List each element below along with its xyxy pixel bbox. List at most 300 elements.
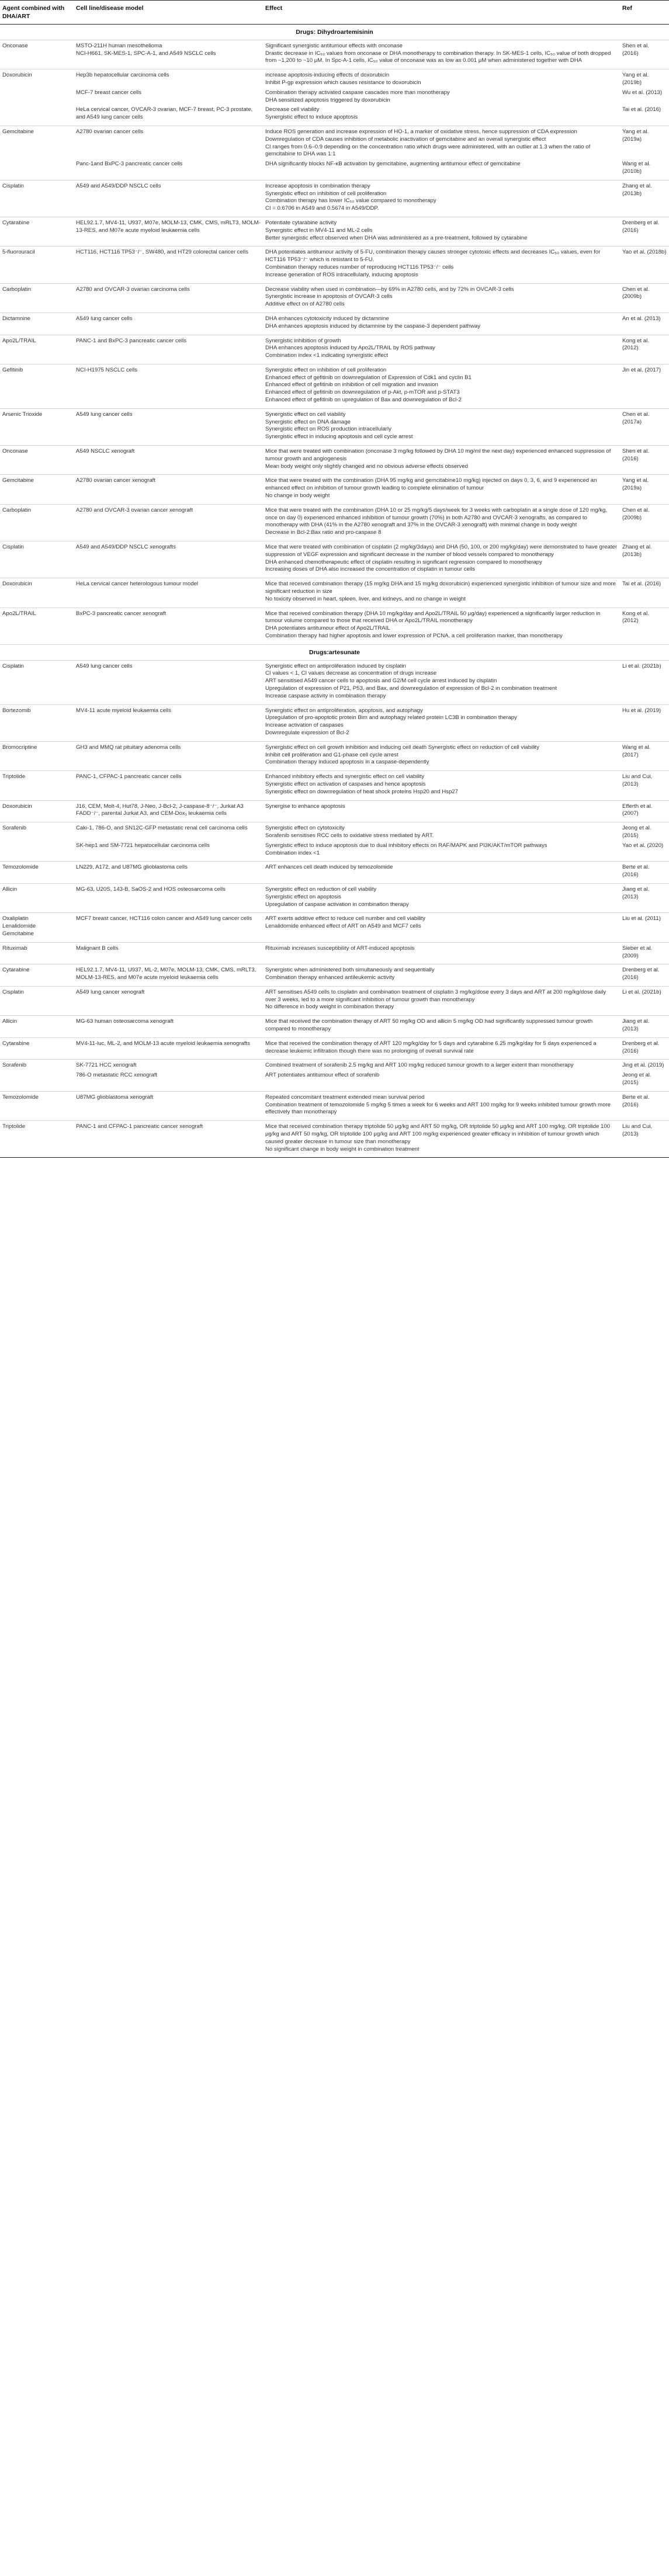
model-cell — [74, 446, 263, 475]
agent-name: Allicin — [2, 1018, 18, 1025]
agent-cell — [0, 335, 74, 364]
agent-cell — [0, 40, 74, 69]
table-row — [0, 660, 669, 704]
effect-cell — [263, 660, 620, 704]
cell-line-model: A2780 and OVCAR-3 ovarian carcinoma cells — [76, 286, 190, 293]
cell-line-model: MG-63, U20S, 143-B, SaOS-2 and HOS osteosarcoma cells — [76, 886, 226, 893]
reference: Jiang et al. (2013) — [622, 886, 650, 900]
ref-cell — [620, 70, 669, 126]
agent-name: Allicin — [2, 886, 18, 893]
agent-name: Sorafenib — [2, 1062, 27, 1069]
agent-cell — [0, 704, 74, 741]
agent-name: Gefitinib — [2, 366, 23, 373]
effect-cell — [263, 1121, 620, 1158]
ref-cell — [620, 217, 669, 246]
agent-cell — [0, 942, 74, 964]
model-cell — [74, 504, 263, 541]
agent-name: Temozolomide — [2, 1093, 39, 1100]
effect-text: Increase apoptosis in combination therapy Synergistic effect on inhibition of cell proliferation Combination therapy has lower IC₅₀ value compared to monotherapy CI = 0.6706 in A549 and 0.5674 in A549/DDP. — [265, 182, 436, 212]
effect-cell — [263, 541, 620, 578]
effect-text: Synergistic effect on cell viability Synergistic effect on DNA damage Synergistic effect on ROS production intracellularly Synergistic effect in inducing apoptosis and cell cycle arrest — [265, 411, 413, 440]
cell-line-model: PANC-1 and BxPC-3 pancreatic cancer cells — [76, 337, 187, 344]
reference: Liu and Cui, (2013) — [622, 1123, 653, 1138]
effect-cell — [263, 283, 620, 313]
effect-text: DHA potentiates antitumour activity of 5-FU, combination therapy causes stronger cytotoxic effects and decreases IC₅₀ values, even for HCT116 TP53⁻/⁻ which is resistant to 5-FU. Combination therapy reduces number of reproducing HCT116 TP53⁻/⁻ cells Increase generation of ROS intracellularly, inducing apoptosis — [265, 249, 601, 278]
effect-cell — [263, 862, 620, 884]
effect-text: Synergise to enhance apoptosis — [265, 803, 345, 810]
reference: Wu et al. (2013) — [622, 89, 663, 96]
effect-text: Synergistic effect on cytotoxicity Sorafenib sensitises RCC cells to oxidative stress mediated by ART. — [265, 825, 434, 839]
effect-text: Mice that were treated with the combination (DHA 95 mg/kg and gemcitabine10 mg/kg) injected on days 0, 3, 6, and 9 experienced an enhanced effect on inhibition of tumour growth leading to complete elimination of tumour No change in body weight — [265, 477, 597, 499]
agent-cell — [0, 1016, 74, 1038]
effect-cell — [263, 408, 620, 445]
agent-cell — [0, 180, 74, 217]
cell-line-model: U87MG glioblastoma xenograft — [76, 1093, 154, 1100]
ref-cell — [620, 607, 669, 644]
reference: Jeong et al. (2015) — [622, 825, 651, 839]
agent-cell — [0, 283, 74, 313]
reference: Jin et al. (2017) — [622, 366, 661, 373]
ref-cell — [620, 40, 669, 69]
effect-text: Mice that received combination therapy triptolide 50 μg/kg and ART 50 mg/kg, OR triptolide 50 μg/kg and ART 100 mg/kg, OR triptolide 100 μg/kg and ART 50 mg/kg, OR triptolide 100 μg/kg and ART 100 mg/kg experienced greater efficacy in inhibition of tumour growth which caused greater decrease in tumour size than monotherapy No significant change in body weight in combination treatment — [265, 1123, 611, 1152]
table-row — [0, 862, 669, 884]
model-cell — [74, 704, 263, 741]
combination-therapy-table — [0, 0, 669, 1158]
model-cell — [74, 578, 263, 607]
ref-cell — [620, 704, 669, 741]
cell-line-model: A2780 and OVCAR-3 ovarian cancer xenograft — [76, 506, 193, 513]
reference: Tai et al. (2016) — [622, 106, 661, 113]
table-row — [0, 247, 669, 283]
reference: Li et al. (2021b) — [622, 662, 661, 669]
reference: Wang et al. (2017) — [622, 744, 651, 758]
ref-cell — [620, 1091, 669, 1120]
agent-cell — [0, 408, 74, 445]
model-cell — [74, 1016, 263, 1038]
ref-cell — [620, 771, 669, 800]
effect-cell — [263, 771, 620, 800]
table-row — [0, 1060, 669, 1091]
effect-cell — [263, 475, 620, 504]
agent-cell — [0, 800, 74, 822]
table-row — [0, 741, 669, 770]
model-cell — [74, 771, 263, 800]
table-row — [0, 40, 669, 69]
table-body — [0, 25, 669, 1158]
table-row — [0, 475, 669, 504]
reference: Drenberg et al. (2016) — [622, 219, 660, 234]
section-header-row — [0, 25, 669, 40]
cell-line-model: A549 NSCLC xenograft — [76, 448, 135, 455]
ref-cell — [620, 313, 669, 335]
table-row — [0, 883, 669, 912]
cell-line-model: A2780 ovarian cancer xenograft — [76, 477, 155, 484]
cell-line-model: A2780 ovarian cancer cells — [76, 128, 144, 135]
table-row — [0, 964, 669, 987]
cell-line-model: Panc-1and BxPC-3 pancreatic cancer cells — [76, 161, 183, 168]
agent-name: Onconase — [2, 42, 28, 49]
reference: Shen et al. (2016) — [622, 42, 649, 57]
ref-cell — [620, 475, 669, 504]
table-row — [0, 942, 669, 964]
effect-text: ART potentiates antitumour effect of sorafenib — [265, 1072, 380, 1079]
cell-line-model: Caki-1, 786-O, and SN12C-GFP metastatic renal cell carcinoma cells — [76, 825, 248, 832]
ref-cell — [620, 364, 669, 408]
agent-name: Gemcitabine — [2, 128, 34, 135]
agent-cell — [0, 822, 74, 862]
ref-cell — [620, 180, 669, 217]
effect-cell — [263, 986, 620, 1015]
model-cell — [74, 313, 263, 335]
effect-text: Synergistic effect on reduction of cell viability Synergistic effect on apoptosis Upregulation of caspase activation in combination therapy — [265, 886, 409, 908]
effect-text: Combined treatment of sorafenib 2.5 mg/kg and ART 100 mg/kg reduced tumour growth to a larger extent than monotherapy — [265, 1062, 574, 1069]
ref-cell — [620, 660, 669, 704]
ref-cell — [620, 1016, 669, 1038]
effect-text: Synergistic effect on cell growth inhibition and inducing cell death Synergistic effect on reduction of cell viability Inhibit cell proliferation and G1-phase cell cycle arrest Combination therapy induced apoptosis in a caspase-dependently — [265, 744, 539, 766]
ref-cell — [620, 942, 669, 964]
ref-cell — [620, 283, 669, 313]
cell-line-model: A549 lung cancer cells — [76, 662, 133, 669]
effect-text: Synergistic effect on antiproliferation, apoptosis, and autophagy Upregulation of pro-apoptotic protein Bim and autophagy related protein LC3B in combination therapy Increase activation of caspases Downregulate expression of Bcl-2 — [265, 707, 517, 736]
agent-name: Cisplatin — [2, 544, 24, 551]
table-row — [0, 771, 669, 800]
reference: Zhang et al. (2013b) — [622, 544, 652, 558]
agent-cell — [0, 446, 74, 475]
model-cell — [74, 1091, 263, 1120]
agent-cell — [0, 913, 74, 942]
cell-line-model: MSTO-211H human mesothelioma NCI-H661, SK-MES-1, SPC-A-1, and A549 NSCLC cells — [76, 42, 216, 57]
reference: Kong et al. (2012) — [622, 610, 649, 624]
model-cell — [74, 862, 263, 884]
cell-line-model: PANC-1, CFPAC-1 pancreatic cancer cells — [76, 773, 182, 780]
table-row — [0, 822, 669, 862]
agent-name: Sorafenib — [2, 825, 27, 832]
agent-name: Carboplatin — [2, 506, 32, 513]
table-row — [0, 180, 669, 217]
table-row — [0, 313, 669, 335]
table-row — [0, 1091, 669, 1120]
model-cell — [74, 942, 263, 964]
agent-cell — [0, 70, 74, 126]
effect-text: Significant synergistic antitumour effects with onconase Drastic decrease in IC₅₀ values from onconase or DHA monotherapy to combination therapy. In SK-MES-1 cells, IC₅₀ value of both dropped from ~1,200 to ~10 μM. In Spc-A-1 cells, IC₅₀ value of onconase was as low as 0.001 μM when administered together with DHA — [265, 42, 611, 64]
cell-line-model: MV4-11-luc, ML-2, and MOLM-13 acute myeloid leukaemia xenografts — [76, 1040, 250, 1047]
reference: Wang et al. (2010b) — [622, 161, 651, 175]
cell-line-model: HCT116, HCT116 TP53⁻/⁻, SW480, and HT29 colorectal cancer cells — [76, 249, 248, 256]
agent-cell — [0, 607, 74, 644]
ref-cell — [620, 126, 669, 180]
reference: Jiang et al. (2013) — [622, 1018, 650, 1033]
reference: Berte et al. (2016) — [622, 864, 650, 879]
effect-text: Mice that received the combination therapy of ART 120 mg/kg/day for 5 days and cytarabine 6.25 mg/kg/day for 5 days experienced a decrease leukemic infiltration though there was no prolonging of overall survival rate — [265, 1040, 597, 1054]
agent-name: Doxorubicin — [2, 803, 32, 810]
agent-name: Doxorubicin — [2, 581, 32, 588]
agent-name: Cytarabine — [2, 1040, 30, 1047]
agent-cell — [0, 217, 74, 246]
reference: Drenberg et al. (2016) — [622, 967, 660, 981]
agent-name: Bromocriptine — [2, 744, 37, 751]
effect-text: ART exerts additive effect to reduce cell number and cell viability Lenalidomide enhanced effect of ART on A549 and MCF7 cells — [265, 915, 426, 930]
cell-line-model: BxPC-3 pancreatic cancer xenograft — [76, 610, 167, 617]
agent-cell — [0, 1121, 74, 1158]
effect-text: Synergistic when administered both simultaneously and sequentially Combination therapy enhanced antileukemic activity — [265, 967, 435, 981]
effect-cell — [263, 217, 620, 246]
ref-cell — [620, 504, 669, 541]
ref-cell — [620, 1121, 669, 1158]
effect-cell — [263, 822, 620, 862]
effect-text: Synergistic effect to induce apoptosis due to dual inhibitory effects on RAF/MAPK and PI3K/AKT/mTOR pathways Combination index <1 — [265, 842, 547, 856]
ref-cell — [620, 800, 669, 822]
effect-text: Mice that received the combination therapy of ART 50 mg/kg OD and allicin 5 mg/kg OD had significantly suppressed tumour growth compared to monotherapy — [265, 1018, 593, 1033]
effect-cell — [263, 247, 620, 283]
table-row — [0, 800, 669, 822]
agent-name: Oxaliplatin Lenalidomide Gemcitabine — [2, 915, 36, 937]
ref-cell — [620, 1037, 669, 1060]
reference: Chen et al. (2009b) — [622, 286, 650, 300]
model-cell — [74, 964, 263, 987]
cell-line-model: HeLa cervical cancer, OVCAR-3 ovarian, MCF-7 breast, PC-3 prostate, and A549 lung cancer cells — [76, 106, 253, 121]
effect-text: Mice that were treated with combination (onconase 3 mg/kg followed by DHA 10 mg/ml the next day) experienced enhanced suppression of tumour growth and angiogenesis Mean body weight only slightly changed and no obvious adverse effects observed — [265, 448, 611, 470]
section-title: Drugs:artesunate — [0, 644, 669, 660]
agent-cell — [0, 541, 74, 578]
reference: Shen et al. (2016) — [622, 448, 649, 462]
cell-line-model: HeLa cervical cancer heterologous tumour model — [76, 581, 199, 588]
effect-cell — [263, 607, 620, 644]
cell-line-model: Malignant B cells — [76, 945, 119, 952]
model-cell — [74, 475, 263, 504]
effect-text: Mice that received combination therapy (DHA 10 mg/kg/day and Apo2L/TRAIL 50 μg/day) experienced a significantly larger reduction in tumour volume compared to those that received DHA or Apo2L/TRAIL monotherapy DHA potentiates antitumour effect of Apo2L/TRAIL Combination therapy had higher apoptosis and lower expression of PCNA, a cell proliferation marker, than monotherapy — [265, 610, 601, 639]
model-cell — [74, 1060, 263, 1091]
reference: Liu and Cui, (2013) — [622, 773, 653, 787]
effect-cell — [263, 180, 620, 217]
effect-text: Repeated concomitant treatment extended mean survival period Combination treatment of temozolomide 5 mg/kg 5 times a week for 6 weeks and ART 100 mg/kg for 9 weeks inhibited tumour growth more effectively than monotherapy — [265, 1093, 611, 1116]
cell-line-model: GH3 and MMQ rat pituitary adenoma cells — [76, 744, 181, 751]
cell-line-model: SK-hep1 and SM-7721 hepatocellular carcinoma cells — [76, 842, 210, 849]
header-model: Cell line/disease model — [74, 1, 263, 25]
agent-name: Triptolide — [2, 1123, 26, 1130]
table-row — [0, 126, 669, 180]
agent-name: Cytarabine — [2, 967, 30, 974]
table-row — [0, 446, 669, 475]
model-cell — [74, 913, 263, 942]
reference: Zhang et al. (2013b) — [622, 182, 652, 197]
effect-text: Mice that were treated with combination of cisplatin (2 mg/kg/3days) and DHA (50, 100, or 200 mg/kg/day) were demonstrated to have greater suppression of VEGF expression and significant decrease in the number of blood vessels compared to monotherapy DHA enhanced chemotherapeutic effect of cisplatin resulting in significant regression compared to monotherapy Increasing doses of DHA also increased the concentration of cisplatin in tumour cells — [265, 544, 618, 573]
agent-name: Cisplatin — [2, 988, 24, 995]
agent-name: Cisplatin — [2, 662, 24, 669]
model-cell — [74, 1121, 263, 1158]
effect-text: Synergistic inhibition of growth DHA enhances apoptosis induced by Apo2L/TRAIL by ROS pathway Combination index <1 indicating synergistic effect — [265, 337, 435, 359]
table-header-row — [0, 1, 669, 25]
effect-text: Decrease cell viability Synergistic effect to induce apoptosis — [265, 106, 358, 121]
effect-cell — [263, 883, 620, 912]
table-row — [0, 335, 669, 364]
agent-cell — [0, 1091, 74, 1120]
cell-line-model: A549 lung cancer cells — [76, 411, 133, 418]
agent-cell — [0, 247, 74, 283]
effect-cell — [263, 446, 620, 475]
agent-cell — [0, 504, 74, 541]
agent-cell — [0, 741, 74, 770]
reference: Yang et al. (2019a) — [622, 477, 649, 492]
agent-cell — [0, 313, 74, 335]
agent-cell — [0, 862, 74, 884]
effect-text: Enhanced inhibitory effects and synergistic effect on cell viability Synergistic effect on activation of caspases and hence apoptosis Synergistic effect on downregulation of heat shock proteins Hsp20 and Hsp27 — [265, 773, 458, 795]
reference: Yao et al. (2018b) — [622, 249, 667, 256]
table-row — [0, 1121, 669, 1158]
ref-cell — [620, 541, 669, 578]
effect-cell — [263, 1060, 620, 1091]
model-cell — [74, 247, 263, 283]
model-cell — [74, 180, 263, 217]
model-cell — [74, 70, 263, 126]
ref-cell — [620, 741, 669, 770]
effect-cell — [263, 70, 620, 126]
agent-name: Apo2L/TRAIL — [2, 337, 36, 344]
cell-line-model: MG-63 human osteosarcoma xenograft — [76, 1018, 174, 1025]
table-row — [0, 578, 669, 607]
reference: Liu et al. (2011) — [622, 915, 661, 922]
ref-cell — [620, 883, 669, 912]
effect-text: Mice that received combination therapy (15 mg/kg DHA and 15 mg/kg doxorubicin) experienced synergistic inhibition of tumour size and more significant reduction in size No toxicity observed in heart, spleen, liver, and kidneys, and no change in weight — [265, 581, 616, 602]
ref-cell — [620, 408, 669, 445]
model-cell — [74, 335, 263, 364]
agent-cell — [0, 475, 74, 504]
agent-name: Arsenic Trioxide — [2, 411, 43, 418]
agent-name: Cisplatin — [2, 182, 24, 189]
effect-text: Potentiate cytarabine activity Synergistic effect in MV4-11 and ML-2 cells Better synergistic effect observed when DHA was administered as a pre-treatment, followed by cytarabine — [265, 219, 528, 241]
reference: Tai et al. (2016) — [622, 581, 661, 588]
reference: Yang et al. (2019a) — [622, 128, 649, 143]
ref-cell — [620, 822, 669, 862]
cell-line-model: A549 and A549/DDP NSCLC xenografts — [76, 544, 176, 551]
table-row — [0, 283, 669, 313]
effect-text: Decrease viability when used in combination—by 69% in A2780 cells, and by 72% in OVCAR-3 cells Synergistic increase in apoptosis of OVCAR-3 cells Additive effect on of A2780 cells — [265, 286, 514, 308]
effect-text: Synergistic effect on inhibition of cell proliferation Enhanced effect of gefitinib on downregulation of Expression of Cdk1 and cyclin B1 Enhanced effect of gefitinib on inhibition of cell migration and invasion Enhanced effect of gefitinib on downregulation of p-Akt, p-mTOR and p-STAT3 Enhanced effect of gefitinib on upregulation of Bax and downregulation of Bcl-2 — [265, 366, 472, 404]
agent-cell — [0, 1037, 74, 1060]
table-row — [0, 217, 669, 246]
cell-line-model: NCI-H1975 NSCLC cells — [76, 366, 138, 373]
model-cell — [74, 1037, 263, 1060]
model-cell — [74, 541, 263, 578]
effect-cell — [263, 741, 620, 770]
model-cell — [74, 408, 263, 445]
cell-line-model: PANC-1 and CFPAC-1 pancreatic cancer xenograft — [76, 1123, 203, 1130]
agent-cell — [0, 1060, 74, 1091]
reference: Drenberg et al. (2016) — [622, 1040, 660, 1054]
cell-line-model: A549 lung cancer cells — [76, 315, 133, 322]
agent-name: Onconase — [2, 448, 28, 455]
table-row — [0, 504, 669, 541]
agent-name: Bortezomib — [2, 707, 31, 714]
cell-line-model: HEL92.1.7, MV4-11, U937, M07e, MOLM-13, CMK, CMS, mRLT3, MOLM-13-RES, and M07e acute myeloid leukaemia cells — [76, 219, 261, 234]
header-effect: Effect — [263, 1, 620, 25]
section-header-row — [0, 644, 669, 660]
effect-cell — [263, 800, 620, 822]
ref-cell — [620, 1060, 669, 1091]
model-cell — [74, 364, 263, 408]
table-row — [0, 364, 669, 408]
ref-cell — [620, 446, 669, 475]
effect-text: Synergistic effect on antiproliferation induced by cisplatin CI values < 1, CI values decrease as concentration of drugs increase ART sensitised A549 cancer cells to apoptosis and G2/M cell cycle arrest induced by cisplatin Upregulation of expression of P21, P53, and Bax, and downregulation of expression of Bcl-2 in combination treatment Increase caspase activity in combination therapy — [265, 662, 557, 699]
model-cell — [74, 822, 263, 862]
model-cell — [74, 126, 263, 180]
model-cell — [74, 741, 263, 770]
effect-cell — [263, 1091, 620, 1120]
effect-cell — [263, 942, 620, 964]
table-row — [0, 70, 669, 126]
agent-name: Temozolomide — [2, 864, 39, 871]
model-cell — [74, 607, 263, 644]
agent-name: Rituximab — [2, 945, 27, 952]
table-row — [0, 408, 669, 445]
header-agent: Agent combined with DHA/ART — [0, 1, 74, 25]
effect-cell — [263, 40, 620, 69]
effect-text: Combination therapy activated caspase cascades more than monotherapy DHA sensitized apoptosis triggered by doxorubicin — [265, 89, 450, 103]
effect-cell — [263, 504, 620, 541]
cell-line-model: MCF7 breast cancer, HCT116 colon cancer and A549 lung cancer cells — [76, 915, 252, 922]
agent-cell — [0, 126, 74, 180]
cell-line-model: A549 lung cancer xenograft — [76, 988, 145, 995]
ref-cell — [620, 335, 669, 364]
effect-cell — [263, 126, 620, 180]
model-cell — [74, 883, 263, 912]
cell-line-model: MCF-7 breast cancer cells — [76, 89, 141, 96]
effect-text: Rituximab increases susceptibility of ART-induced apoptosis — [265, 945, 415, 952]
model-cell — [74, 660, 263, 704]
agent-name: Triptolide — [2, 773, 26, 780]
cell-line-model: SK-7721 HCC xenograft — [76, 1062, 137, 1069]
ref-cell — [620, 247, 669, 283]
effect-text: DHA enhances cytotoxicity induced by dictamnine DHA enhances apoptosis induced by dictamnine by the caspase-3 dependent pathway — [265, 315, 481, 329]
effect-cell — [263, 335, 620, 364]
reference: Kong et al. (2012) — [622, 337, 649, 352]
agent-name: Carboplatin — [2, 286, 32, 293]
agent-cell — [0, 986, 74, 1015]
cell-line-model: MV4-11 acute myeloid leukaemia cells — [76, 707, 171, 714]
reference: Yang et al. (2019b) — [622, 72, 649, 86]
model-cell — [74, 986, 263, 1015]
reference: Hu et al. (2019) — [622, 707, 661, 714]
section-title: Drugs: Dihydroartemisinin — [0, 25, 669, 40]
agent-name: Apo2L/TRAIL — [2, 610, 36, 617]
reference: Sieber et al. (2009) — [622, 945, 653, 959]
effect-cell — [263, 1037, 620, 1060]
reference: Efferth et al. (2007) — [622, 803, 653, 817]
ref-cell — [620, 862, 669, 884]
effect-text: DHA significantly blocks NF-κB activation by gemcitabine, augmenting antitumour effect of gemcitabine — [265, 161, 521, 168]
model-cell — [74, 40, 263, 69]
reference: Yao et al. (2020) — [622, 842, 664, 849]
effect-text: Mice that were treated with the combination (DHA 10 or 25 mg/kg/5 days/week for 3 weeks with carboplatin at a single dose of 120 mg/kg, once on day 0) experienced enhanced inhibition of tumour growth (70%) in both A2780 and OVCAR-3 xenografts, as compared to monotherapy with DHA (41% in the A2780 xenograft and 37% in the OVCAR-3 xenograft) with minimal change in body weight Decrease in Bcl-2:Bax ratio and pro-caspase 8 — [265, 506, 607, 536]
agent-cell — [0, 964, 74, 987]
table-row — [0, 704, 669, 741]
cell-line-model: Hep3b hepatocellular carcinoma cells — [76, 72, 169, 79]
ref-cell — [620, 913, 669, 942]
table-row — [0, 986, 669, 1015]
cell-line-model: J16, CEM, Molt-4, Hut78, J-Neo, J-Bcl-2, J-caspase-8⁻/⁻, Jurkat A3 FADD⁻/⁻, parental Jurkat A3, and CEM-Dox₁ leukaemia cells — [76, 803, 244, 817]
header-ref: Ref — [620, 1, 669, 25]
effect-text: increase apoptosis-inducing effects of doxorubicin Inhibit P-gp expression which causes resistance to doxorubicin — [265, 72, 421, 86]
agent-name: Doxorubicin — [2, 72, 32, 79]
effect-cell — [263, 704, 620, 741]
effect-cell — [263, 578, 620, 607]
cell-line-model: HEL92.1.7, MV4-11, U937, ML-2, M07e, MOLM-13, CMK, CMS, mRLT3, MOLM-13-RES, and M07e acute myeloid leukaemia cells — [76, 967, 256, 981]
cell-line-model: 786-O metastatic RCC xenograft — [76, 1072, 158, 1079]
agent-name: 5-fluorouracil — [2, 249, 35, 256]
table-row — [0, 913, 669, 942]
effect-cell — [263, 364, 620, 408]
reference: Li et al. (2021b) — [622, 988, 661, 995]
agent-name: Cytarabine — [2, 219, 30, 226]
